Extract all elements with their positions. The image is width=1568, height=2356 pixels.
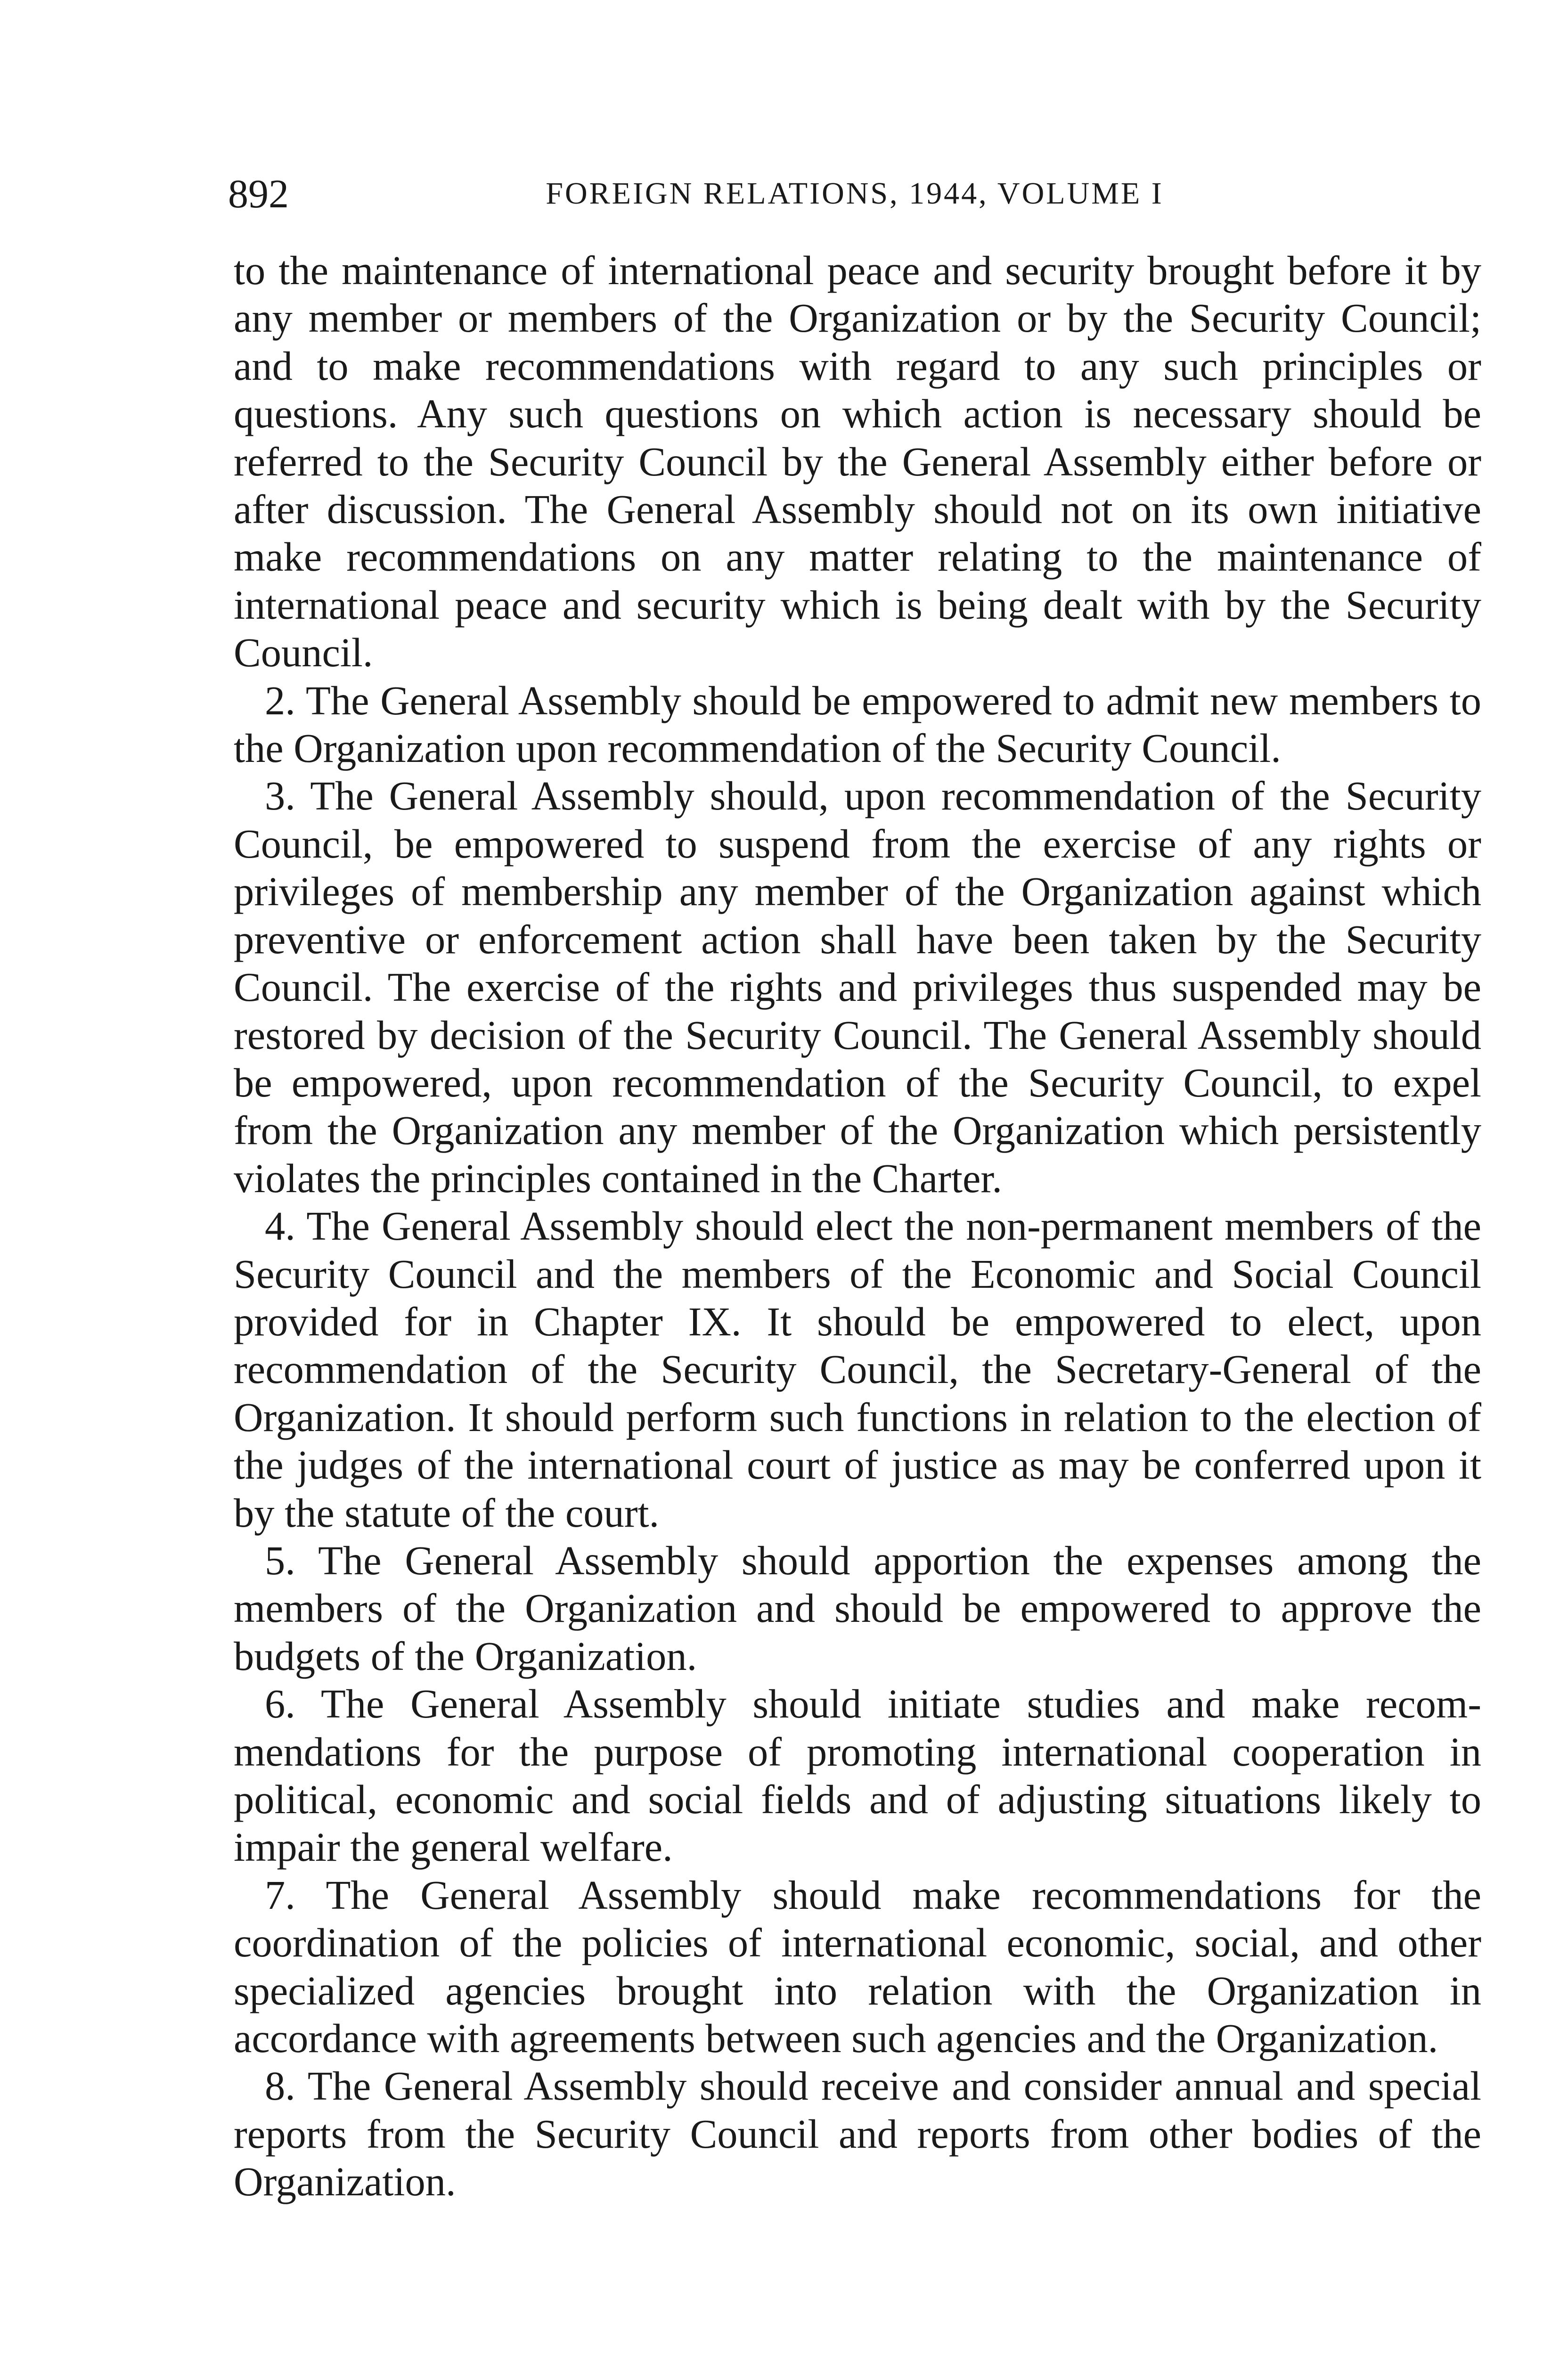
paragraph-8: 8. The General Assembly should receive and consider annual and special reports from the Security Council and reports from other bodies of the Organization. (234, 2063, 1481, 2205)
page-header (228, 168, 1481, 220)
page-number: 892 (228, 171, 289, 216)
running-title: FOREIGN RELATIONS, 1944, VOLUME I (546, 176, 1164, 211)
paragraph-5: 5. The General Assembly should apportion the expenses among the members of the Organization and should be empowered to approve the budgets of the Organization. (234, 1538, 1481, 1679)
paragraph-6: 6. The General Assembly should initiate studies and make recommendations for the purpose of promoting international cooperation in political, economic and social fields and of adjusting situations likely to impair the general welfare. (234, 1681, 1481, 1870)
paragraph-4: 4. The General Assembly should elect the non-permanent members of the Security Council and the members of the Economic and Social Council provided for in Chapter IX. It should be empowered to elect, upon recommendation of the Security Council, the Secretary-General of the Organization. It should perform such functions in relation to the election of the judges of the international court of justice as may be conferred upon it by the statute of the court. (234, 1203, 1481, 1536)
body-text (234, 247, 1481, 2206)
paragraph-2: 2. The General Assembly should be empowered to admit new members to the Organization upon recommendation of the Security Council. (234, 678, 1481, 771)
paragraph-3: 3. The General Assembly should, upon recommendation of the Security Council, be empowered to suspend from the exercise of any rights or privileges of membership any member of the Organization against which preventive or enforcement action shall have been taken by the Security Council. The exercise of the rights and privileges thus suspended may be restored by decision of the Security Council. The General Assembly should be empowered, upon recommendation of the Security Council, to expel from the Organization any member of the Organization which persistently violates the principles contained in the Charter. (234, 773, 1481, 1201)
paragraph-continued: to the maintenance of international peace and security brought before it by any member or members of the Organization or by the Security Council; and to make recommendations with regard to any such principles or questions. Any such questions on which action is necessary should be referred to the Security Council by the General Assembly either before or after discussion. The General Assembly should not on its own initiative make recommendations on any matter relating to the maintenance of international peace and security which is being dealt with by the Security Council. (234, 248, 1481, 676)
paragraph-7: 7. The General Assembly should make recommendations for the coordination of the policies of international economic, social, and other specialized agencies brought into relation with the Organization in accordance with agreements between such agencies and the Organization. (234, 1872, 1481, 2062)
